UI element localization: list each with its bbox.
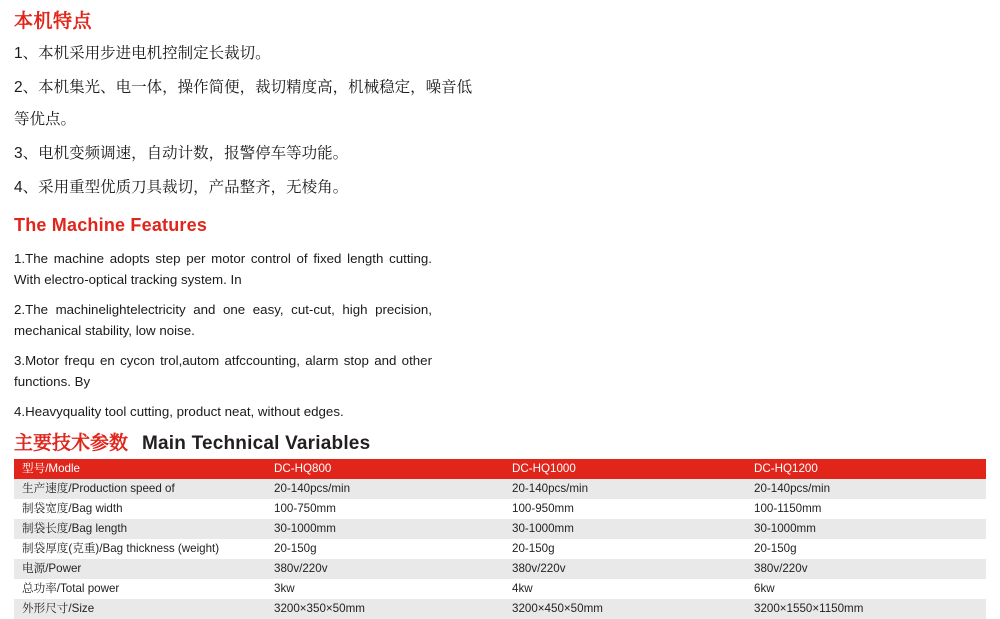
table-cell: 100-1150mm [746,499,986,519]
specs-table-body [14,479,986,619]
table-cell: 总功率/Total power [14,579,266,599]
table-header-row [14,459,986,479]
features-cn-list [14,38,484,206]
table-cell: 20-140pcs/min [746,479,986,499]
specs-table-head [14,459,986,479]
table-row [14,479,986,499]
table-cell: 30-1000mm [746,519,986,539]
table-row [14,579,986,599]
features-en-list [14,248,432,431]
table-header-cell: DC-HQ1200 [746,459,986,479]
table-cell: 生产速度/Production speed of [14,479,266,499]
table-cell: 30-1000mm [266,519,504,539]
features-cn-title: 本机特点 [14,11,93,32]
table-row [14,559,986,579]
table-cell: 电源/Power [14,559,266,579]
features-en-item: 3.Motor frequ en cycon trol,autom atfccounting, alarm stop and other functions. By [14,353,432,389]
features-en-item: 1.The machine adopts step per motor control of fixed length cutting. With electro-optical tracking system. In [14,251,432,287]
table-cell: 外形尺寸/Size [14,599,266,619]
table-cell: 制袋长度/Bag length [14,519,266,539]
features-en-item: 4.Heavyquality tool cutting, product neat, without edges. [14,404,344,419]
features-cn-item: 2、本机集光、电一体，操作简便，裁切精度高，机械稳定，噪音低等优点。 [14,79,473,128]
table-cell: 380v/220v [746,559,986,579]
table-cell: 380v/220v [504,559,746,579]
table-cell: 30-1000mm [504,519,746,539]
table-cell: 6kw [746,579,986,599]
specs-heading-en: Main Technical Variables [142,433,371,454]
specs-heading-cn: 主要技术参数 [14,433,129,454]
features-cn-item: 1、本机采用步进电机控制定长裁切。 [14,45,271,62]
table-row [14,599,986,619]
table-row [14,499,986,519]
specs-table [14,459,986,619]
table-header-cell: DC-HQ800 [266,459,504,479]
features-en-title: The Machine Features [14,215,208,235]
table-cell: 4kw [504,579,746,599]
table-cell: 3200×450×50mm [504,599,746,619]
table-cell: 20-150g [504,539,746,559]
features-en-item: 2.The machinelightelectricity and one easy, cut-cut, high precision, mechanical stability, low noise. [14,302,432,338]
table-cell: 制袋厚度(克重)/Bag thickness (weight) [14,539,266,559]
table-cell: 20-150g [266,539,504,559]
table-row [14,519,986,539]
features-cn-item: 4、采用重型优质刀具裁切，产品整齐，无棱角。 [14,179,349,196]
table-cell: 制袋宽度/Bag width [14,499,266,519]
table-cell: 380v/220v [266,559,504,579]
table-cell: 100-750mm [266,499,504,519]
table-cell: 20-140pcs/min [504,479,746,499]
specs-heading [14,428,370,455]
table-row [14,539,986,559]
table-cell: 3200×350×50mm [266,599,504,619]
table-cell: 20-150g [746,539,986,559]
features-cn-item: 3、电机变频调速，自动计数，报警停车等功能。 [14,145,349,162]
table-cell: 3kw [266,579,504,599]
table-cell: 3200×1550×1150mm [746,599,986,619]
table-cell: 20-140pcs/min [266,479,504,499]
table-header-cell: 型号/Modle [14,459,266,479]
table-cell: 100-950mm [504,499,746,519]
table-header-cell: DC-HQ1000 [504,459,746,479]
